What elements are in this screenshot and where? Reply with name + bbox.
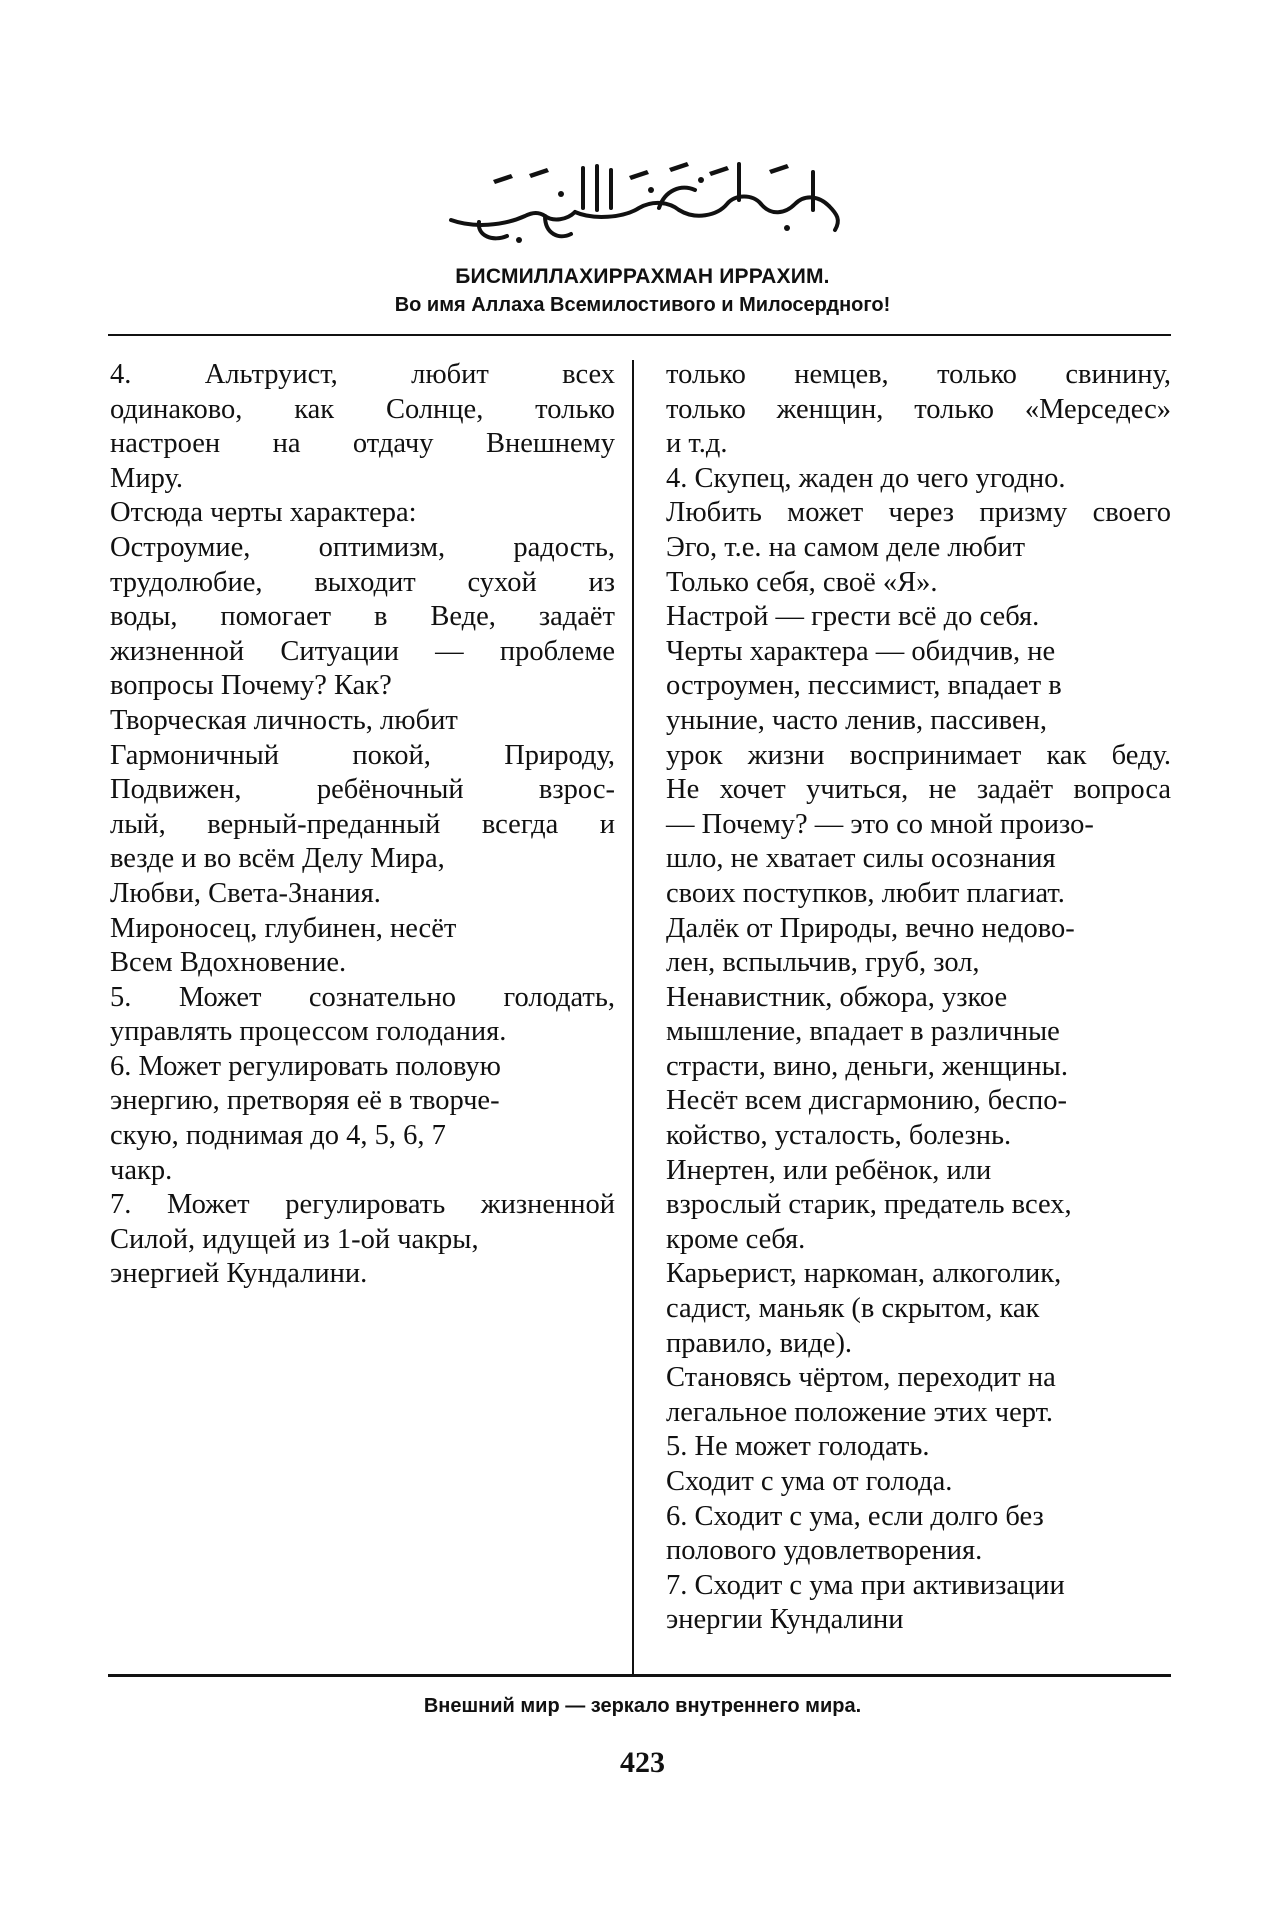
text-line: Инертен, или ребёнок, или xyxy=(666,1154,992,1186)
text-line: Карьерист, наркоман, алкоголик, xyxy=(666,1258,1062,1290)
text-line: Любви, Света-Знания. xyxy=(110,877,381,909)
text-line: урок жизни воспринимает как беду. xyxy=(666,739,1171,771)
left-column xyxy=(110,358,615,1292)
text-line: только женщин, только «Мерседес» xyxy=(666,393,1171,425)
text-line: Остроумие, оптимизм, радость, xyxy=(110,531,615,563)
text-line: Становясь чёртом, переходит на xyxy=(666,1362,1056,1394)
text-line: уныние, часто ленив, пассивен, xyxy=(666,704,1047,736)
text-line: трудолюбие, выходит сухой из xyxy=(110,566,615,598)
text-line: Силой, идущей из 1-ой чакры, xyxy=(110,1223,479,1255)
text-line: полового удовлетворения. xyxy=(666,1535,983,1567)
text-line: Мироносец, глубинен, несёт xyxy=(110,912,457,944)
text-line: страсти, вино, деньги, женщины. xyxy=(666,1050,1068,1082)
text-line: 5. Может сознательно голодать, xyxy=(110,981,615,1013)
text-line: чакр. xyxy=(110,1154,173,1186)
basmala-calligraphy-drawing xyxy=(433,150,853,255)
text-line: энергией Кундалини. xyxy=(110,1258,368,1290)
text-line: своих поступков, любит плагиат. xyxy=(666,877,1065,909)
text-line: воды, помогает в Веде, задаёт xyxy=(110,601,615,633)
text-line: энергию, претворяя её в творче- xyxy=(110,1085,500,1117)
text-line: садист, маньяк (в скрытом, как xyxy=(666,1293,1040,1325)
text-line: Черты характера — обидчив, не xyxy=(666,635,1056,667)
text-line: койство, усталость, болезнь. xyxy=(666,1120,1012,1152)
header-title: БИСМИЛЛАХИРРАХМАН ИРРАХИМ. xyxy=(455,265,830,288)
text-line: Миру. xyxy=(110,462,183,494)
text-line: Ненавистник, обжора, узкое xyxy=(666,981,1008,1013)
text-line: 6. Может регулировать половую xyxy=(110,1050,501,1082)
text-line: Гармоничный покой, Природу, xyxy=(110,739,615,771)
text-line: шло, не хватает силы осознания xyxy=(666,843,1056,875)
text-line: энергии Кундалини xyxy=(666,1604,904,1636)
text-line: настроен на отдачу Внешнему xyxy=(110,428,615,460)
text-line: мышление, впадает в различные xyxy=(666,1016,1060,1048)
text-line: 7. Сходит с ума при активизации xyxy=(666,1569,1065,1601)
text-line: остроумен, пессимист, впадает в xyxy=(666,670,1062,702)
text-line: Не хочет учиться, не задаёт вопроса xyxy=(666,774,1171,806)
bottom-rule xyxy=(108,1674,1171,1677)
text-line: 7. Может регулировать жизненной xyxy=(110,1189,615,1221)
text-line: 4. Скупец, жаден до чего угодно. xyxy=(666,462,1066,494)
text-line: везде и во всём Делу Мира, xyxy=(110,843,445,875)
text-line: только немцев, только свинину, xyxy=(666,359,1171,390)
text-line: Эго, т.е. на самом деле любит xyxy=(666,531,1026,563)
text-line: Только себя, своё «Я». xyxy=(666,566,938,598)
text-line: кроме себя. xyxy=(666,1223,806,1255)
text-line: Настрой — грести всё до себя. xyxy=(666,601,1040,633)
footer-caption: Внешний мир — зеркало внутреннего мира. xyxy=(423,1695,862,1717)
text-line: одинаково, как Солнце, только xyxy=(110,393,615,425)
text-line: правило, виде). xyxy=(666,1327,853,1359)
text-line: лый, верный-преданный всегда и xyxy=(110,808,615,840)
text-line: Подвижен, ребёночный взрос- xyxy=(110,774,615,806)
text-line: Любить может через призму своего xyxy=(666,497,1171,529)
page-number: 423 xyxy=(620,1746,665,1779)
text-line: 5. Не может голодать. xyxy=(666,1431,930,1463)
text-line: Сходит с ума от голода. xyxy=(666,1466,953,1497)
text-line: вопросы Почему? Как? xyxy=(110,670,392,702)
text-line: легальное положение этих черт. xyxy=(666,1396,1054,1428)
basmala-calligraphy xyxy=(0,150,1285,255)
top-rule xyxy=(108,334,1171,336)
text-line: взрослый старик, предатель всех, xyxy=(666,1189,1072,1221)
text-line: Творческая личность, любит xyxy=(110,704,458,736)
text-line: — Почему? — это со мной произо- xyxy=(666,808,1094,840)
text-line: Отсюда черты характера: xyxy=(110,497,417,529)
right-column xyxy=(666,358,1171,1638)
text-line: управлять процессом голодания. xyxy=(110,1016,507,1048)
text-line: скую, поднимая до 4, 5, 6, 7 xyxy=(110,1120,446,1152)
text-line: Далёк от Природы, вечно недово- xyxy=(666,912,1075,944)
header-subtitle: Во имя Аллаха Всемилостивого и Милосердного! xyxy=(394,294,891,316)
text-line: лен, вспыльчив, груб, зол, xyxy=(666,947,980,979)
text-line: 6. Сходит с ума, если долго без xyxy=(666,1500,1044,1532)
text-line: Всем Вдохновение. xyxy=(110,947,347,979)
text-line: жизненной Ситуации — проблеме xyxy=(110,635,615,667)
column-divider xyxy=(632,360,634,1676)
text-line: Несёт всем дисгармонию, беспо- xyxy=(666,1085,1067,1117)
text-line: и т.д. xyxy=(666,428,728,460)
text-line: 4. Альтруист, любит всех xyxy=(110,359,615,390)
